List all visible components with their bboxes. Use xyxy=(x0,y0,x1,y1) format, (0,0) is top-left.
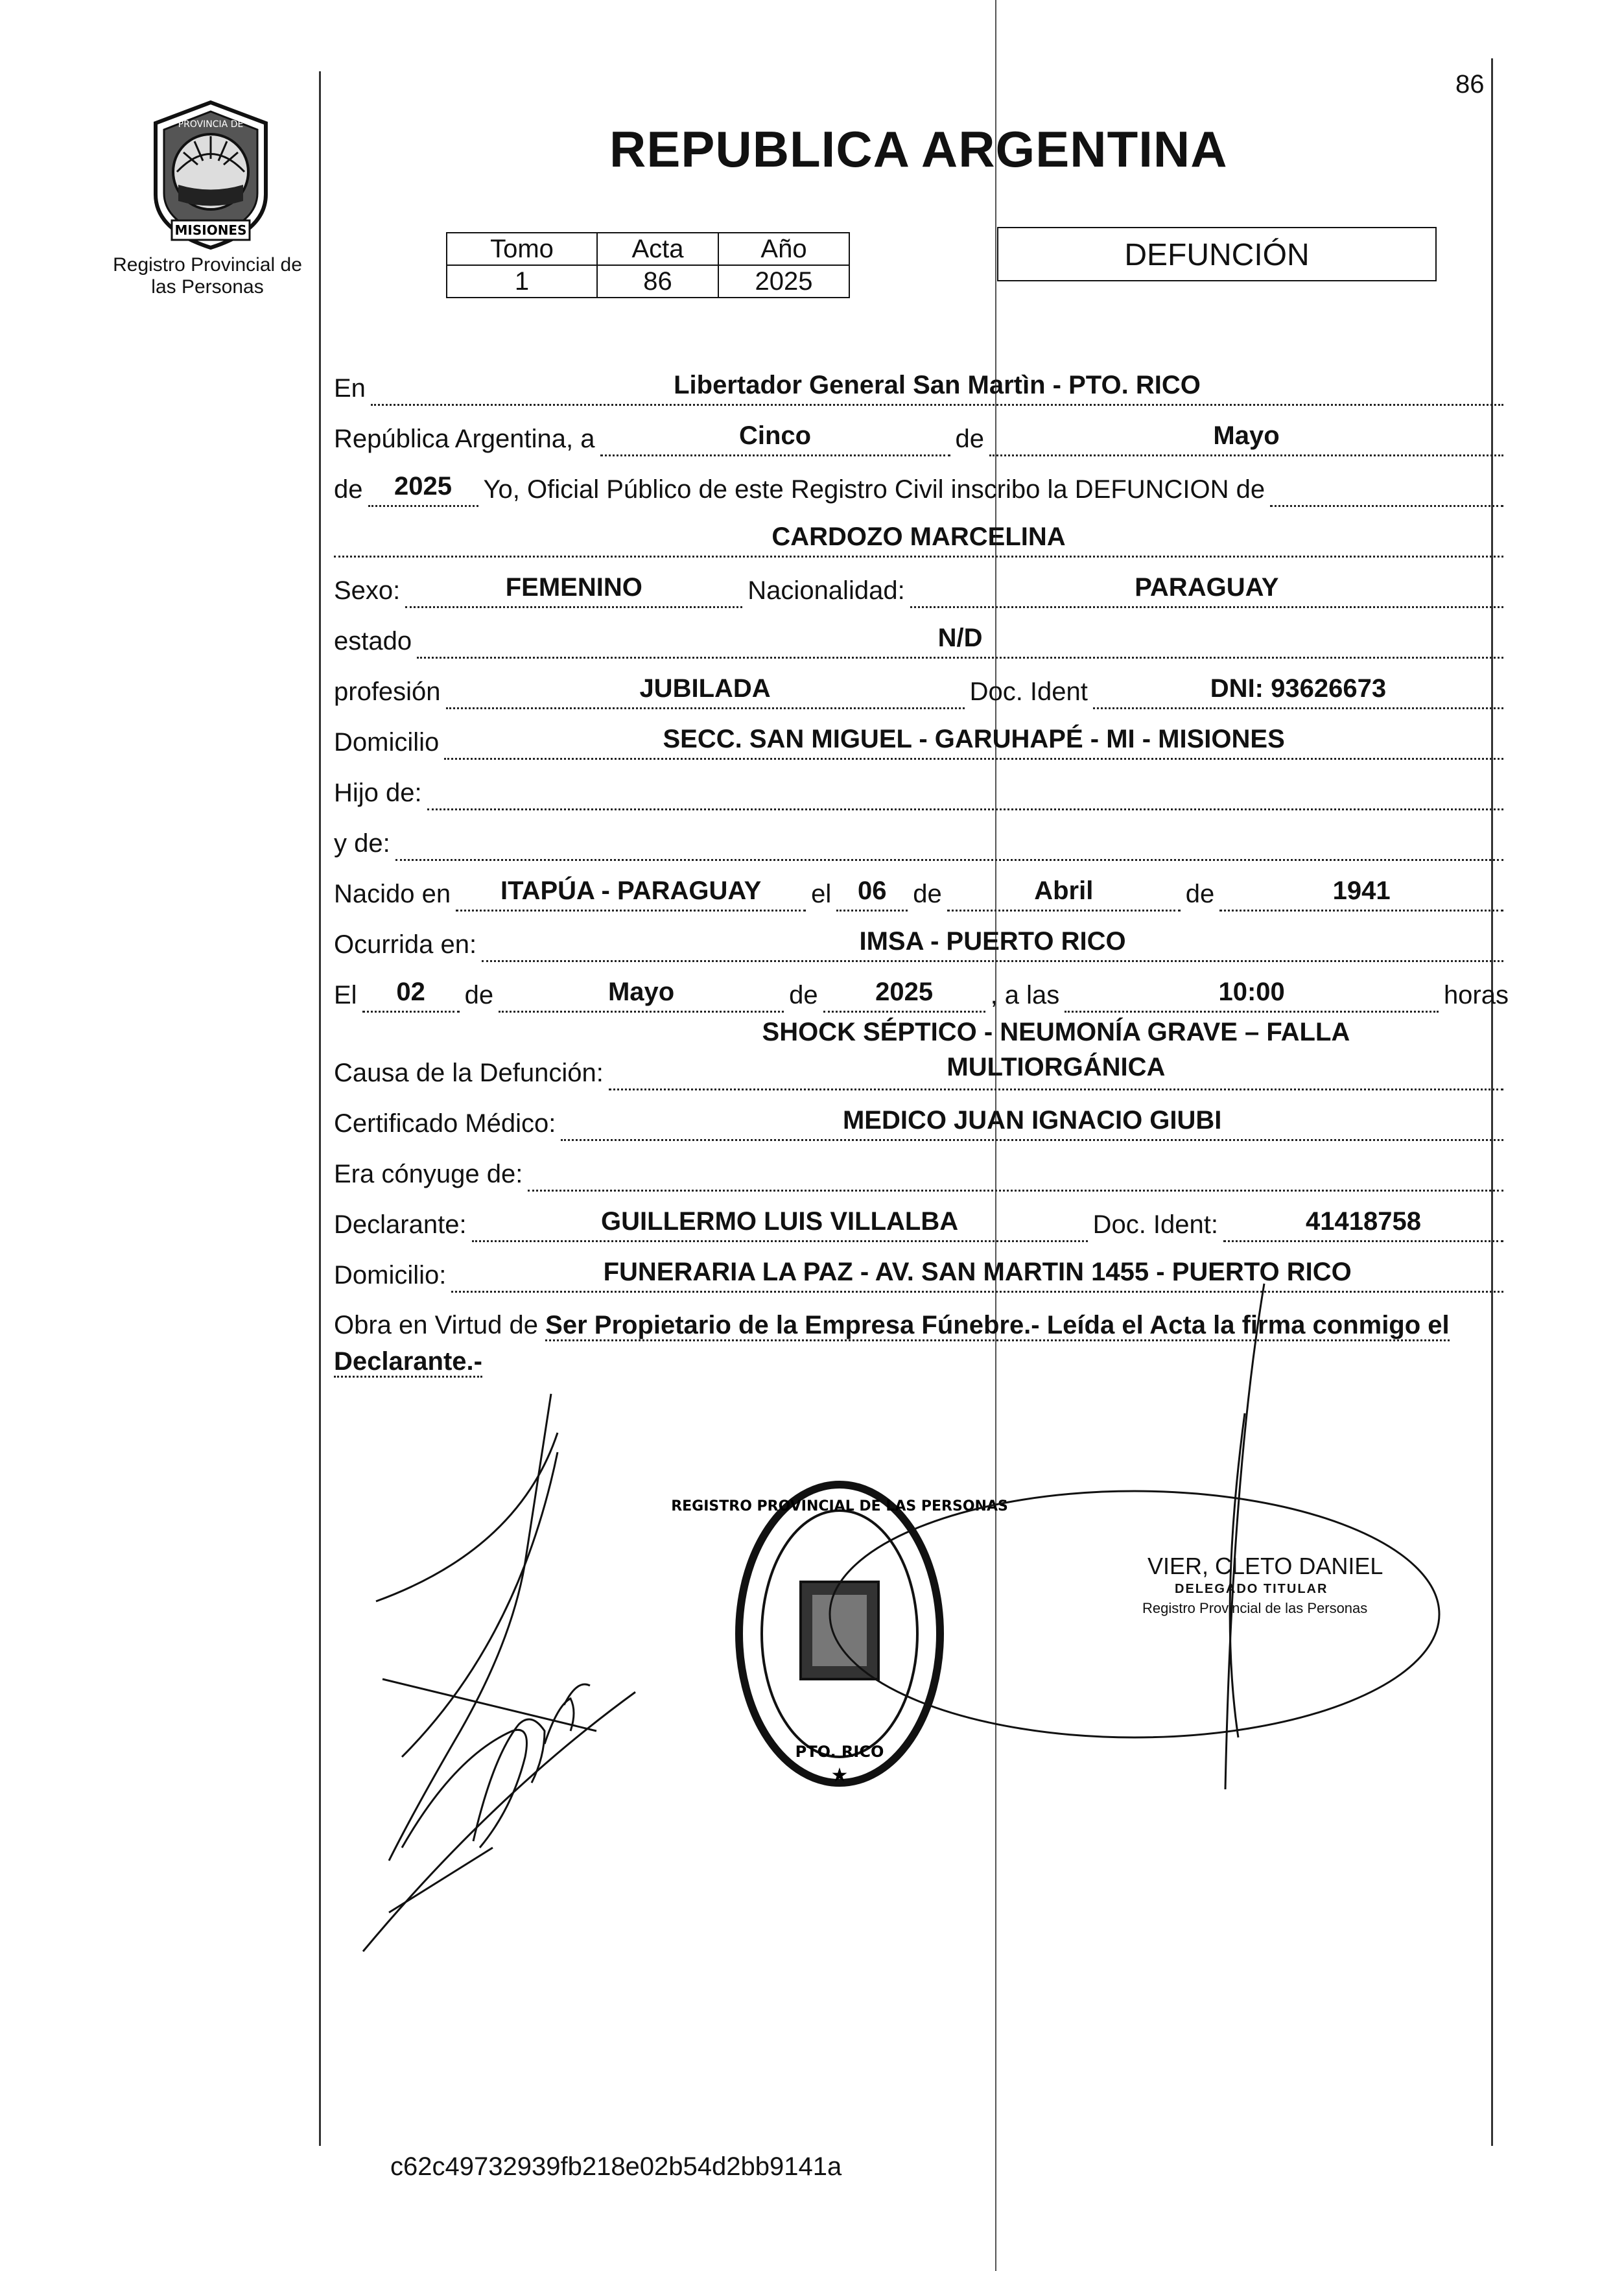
obra-value: Ser Propietario de la Empresa Fúnebre.- Leída el Acta la firma conmigo el Declarante.- xyxy=(334,1311,1450,1378)
death-month-field: Mayo xyxy=(499,978,784,1013)
row-estado xyxy=(334,608,1509,659)
decl-domicilio-field: FUNERARIA LA PAZ - AV. SAN MARTIN 1455 - PUERTO RICO xyxy=(451,1258,1503,1293)
inscribo-text: Yo, Oficial Público de este Registro Civil inscribo la DEFUNCION de xyxy=(483,475,1265,504)
page-title: REPUBLICA ARGENTINA xyxy=(609,121,1228,178)
row-decl-domicilio xyxy=(334,1242,1509,1293)
hijo-label: Hijo de: xyxy=(334,779,422,807)
doc-ident-field: DNI: 93626673 xyxy=(1093,674,1503,709)
acta-header: Acta xyxy=(597,233,718,265)
deceased-name-field: CARDOZO MARCELINA xyxy=(334,523,1503,558)
certificado-field: MEDICO JUAN IGNACIO GIUBI xyxy=(561,1106,1503,1141)
official-name: VIER, CLETO DANIEL xyxy=(1147,1553,1383,1579)
row-y-de xyxy=(334,810,1509,861)
causa-line1: SHOCK SÉPTICO - NEUMONÍA GRAVE – FALLA xyxy=(762,1018,1350,1046)
profesion-label: profesión xyxy=(334,677,441,706)
horas-label: horas xyxy=(1443,981,1509,1009)
row-en xyxy=(334,355,1509,406)
star-icon: ★ xyxy=(830,1765,849,1786)
logo-text-top: PROVINCIA DE xyxy=(178,119,244,130)
row-ocurrida xyxy=(334,912,1509,962)
inscribo-blank xyxy=(1270,501,1503,507)
declarant-signature xyxy=(363,1394,700,1977)
row-certificado xyxy=(334,1090,1509,1141)
death-de1-label: de xyxy=(464,981,494,1009)
register-table xyxy=(446,232,850,298)
row-hijo xyxy=(334,760,1509,810)
official-role: DELEGADO TITULAR xyxy=(1175,1582,1328,1596)
province-coat-of-arms-icon xyxy=(133,97,288,253)
de-label: de xyxy=(955,425,984,453)
birth-year-field: 1941 xyxy=(1219,877,1503,912)
page-number: 86 xyxy=(1455,70,1485,99)
nacido-label: Nacido en xyxy=(334,880,451,908)
ocurrida-field: IMSA - PUERTO RICO xyxy=(482,927,1503,962)
y-de-field xyxy=(395,855,1503,861)
el-label: el xyxy=(811,880,832,908)
a-las-label: , a las xyxy=(990,981,1060,1009)
death-day-field: 02 xyxy=(362,978,460,1013)
y-de-label: y de: xyxy=(334,829,390,858)
logo-text-bottom: MISIONES xyxy=(174,222,247,238)
death-de2-label: de xyxy=(789,981,818,1009)
row-name xyxy=(334,507,1509,558)
birth-de2-label: de xyxy=(1185,880,1215,908)
estado-field: N/D xyxy=(417,624,1503,659)
declarante-doc-field: 41418758 xyxy=(1223,1207,1503,1242)
row-sexo xyxy=(334,558,1509,608)
logo-caption-line2: las Personas xyxy=(151,276,264,298)
record-type-box: DEFUNCIÓN xyxy=(997,227,1437,281)
year-field: 2025 xyxy=(368,472,478,507)
birth-de1-label: de xyxy=(913,880,942,908)
sexo-label: Sexo: xyxy=(334,576,401,605)
birth-day-field: 06 xyxy=(836,877,908,912)
republica-label: República Argentina, a xyxy=(334,425,595,453)
official-signature xyxy=(1206,1284,1277,1789)
declarante-field: GUILLERMO LUIS VILLALBA xyxy=(472,1207,1088,1242)
causa-field xyxy=(609,1015,1503,1090)
row-date xyxy=(334,406,1509,456)
row-year xyxy=(334,456,1509,507)
official-org: Registro Provincial de las Personas xyxy=(1142,1600,1368,1616)
tomo-header: Tomo xyxy=(447,233,597,265)
declarante-doc-label: Doc. Ident: xyxy=(1092,1210,1218,1239)
seal-text: REGISTRO PROVINCIAL DE LAS PERSONAS xyxy=(671,1498,1008,1514)
en-label: En xyxy=(334,374,366,403)
month-field: Mayo xyxy=(989,421,1503,456)
nacionalidad-label: Nacionalidad: xyxy=(747,576,905,605)
declarante-label: Declarante: xyxy=(334,1210,467,1239)
anio-header: Año xyxy=(718,233,849,265)
row-death-date xyxy=(334,962,1509,1013)
row-declarante xyxy=(334,1192,1509,1242)
sexo-field: FEMENINO xyxy=(405,573,742,608)
acta-value: 86 xyxy=(597,265,718,298)
row-profesion xyxy=(334,659,1509,709)
nacionalidad-field: PARAGUAY xyxy=(910,573,1503,608)
death-el-label: El xyxy=(334,981,357,1009)
death-time-field: 10:00 xyxy=(1065,978,1439,1013)
obra-text xyxy=(334,1307,1509,1380)
doc-ident-label: Doc. Ident xyxy=(969,677,1088,706)
domicilio-label: Domicilio xyxy=(334,728,440,757)
left-margin-line xyxy=(319,71,321,2146)
tomo-value: 1 xyxy=(447,265,597,298)
document-hash: c62c49732939fb218e02b54d2bb9141a xyxy=(390,2152,842,2181)
estado-label: estado xyxy=(334,627,412,655)
conyuge-field xyxy=(528,1186,1503,1192)
decl-domicilio-label: Domicilio: xyxy=(334,1261,447,1289)
death-year-field: 2025 xyxy=(823,978,985,1013)
year-prefix-label: de xyxy=(334,475,363,504)
domicilio-field: SECC. SAN MIGUEL - GARUHAPÉ - MI - MISIONES xyxy=(444,725,1503,760)
place-field: Libertador General San Martìn - PTO. RICO xyxy=(371,371,1503,406)
profesion-field: JUBILADA xyxy=(446,674,965,709)
death-record-form xyxy=(334,355,1509,1380)
anio-value: 2025 xyxy=(718,265,849,298)
obra-label: Obra en Virtud de xyxy=(334,1311,539,1339)
conyuge-label: Era cónyuge de: xyxy=(334,1160,523,1188)
ocurrida-label: Ocurrida en: xyxy=(334,930,477,959)
row-nacido xyxy=(334,861,1509,912)
hijo-field xyxy=(427,805,1503,810)
certificado-label: Certificado Médico: xyxy=(334,1109,556,1138)
birthplace-field: ITAPÚA - PARAGUAY xyxy=(456,877,806,912)
row-conyuge xyxy=(334,1141,1509,1192)
seal-text-bottom: PTO. RICO xyxy=(795,1743,884,1761)
day-word-field: Cinco xyxy=(600,421,950,456)
logo-caption xyxy=(104,254,311,298)
causa-line2: MULTIORGÁNICA xyxy=(947,1053,1166,1081)
logo-caption-line1: Registro Provincial de xyxy=(113,254,302,276)
birth-month-field: Abril xyxy=(947,877,1181,912)
row-causa xyxy=(334,1013,1509,1090)
row-domicilio xyxy=(334,709,1509,760)
causa-label: Causa de la Defunción: xyxy=(334,1059,604,1087)
